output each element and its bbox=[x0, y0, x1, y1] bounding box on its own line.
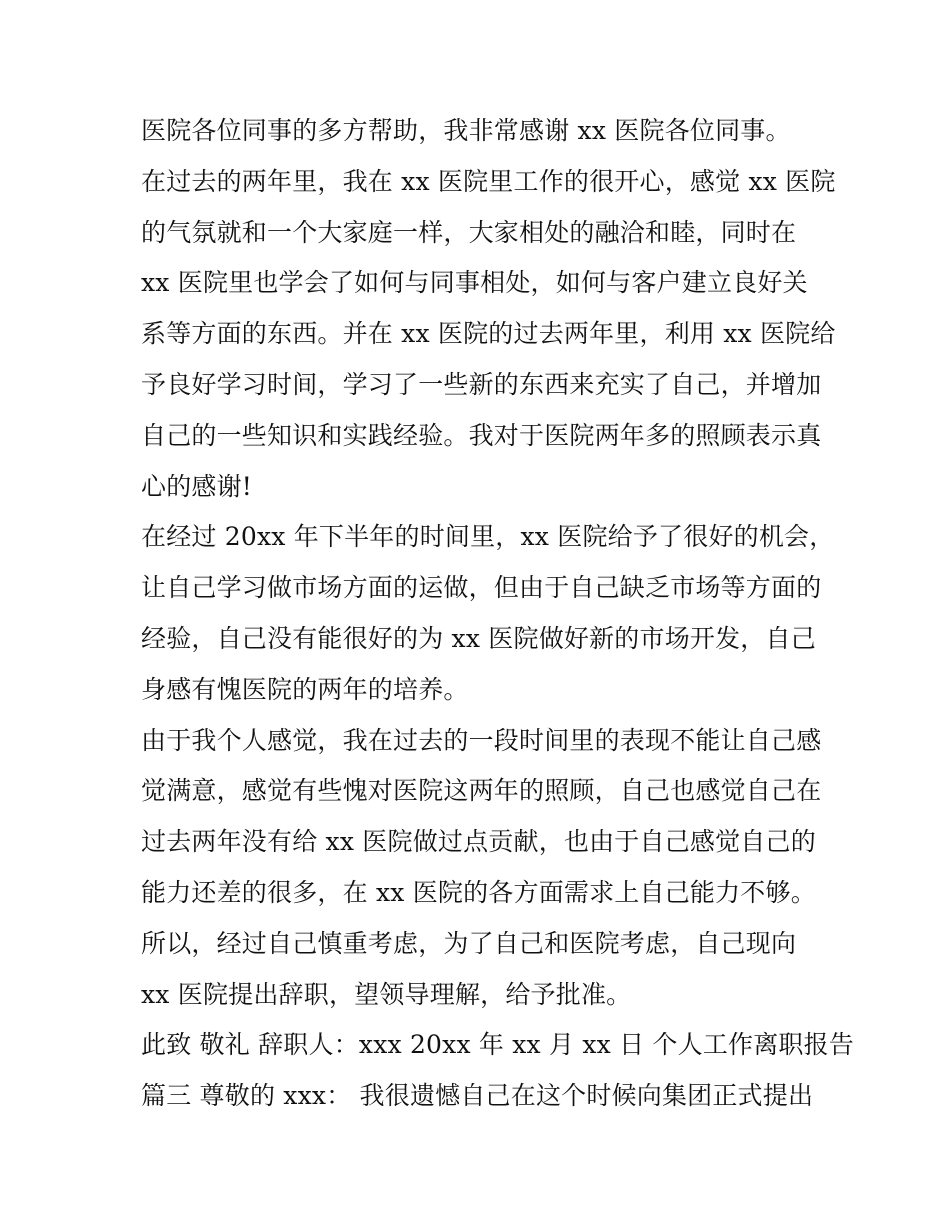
text-line: xx 医院提出辞职，望领导理解，给予批准。 bbox=[141, 979, 632, 1009]
text-line: 心的感谢! bbox=[141, 471, 253, 501]
text-line: 能力还差的很多，在 xx 医院的各方面需求上自己能力不够。 bbox=[141, 877, 816, 907]
text-line: 身感有愧医院的两年的培养。 bbox=[141, 674, 469, 704]
text-line: 的气氛就和一个大家庭一样，大家相处的融洽和睦，同时在 bbox=[141, 217, 797, 247]
text-line: 让自己学习做市场方面的运做，但由于自己缺乏市场等方面的 bbox=[141, 573, 822, 603]
text-line: 自己的一些知识和实践经验。我对于医院两年多的照顾表示真 bbox=[141, 420, 822, 450]
text-line: 在经过 20xx 年下半年的时间里，xx 医院给予了很好的机会， bbox=[141, 522, 835, 552]
text-line: 篇三 尊敬的 xxx： 我很遗憾自己在这个时候向集团正式提出 bbox=[141, 1081, 814, 1111]
text-line: xx 医院里也学会了如何与同事相处，如何与客户建立良好关 bbox=[141, 268, 808, 298]
text-line: 予良好学习时间，学习了一些新的东西来充实了自己，并增加 bbox=[141, 369, 822, 399]
text-line: 在过去的两年里，我在 xx 医院里工作的很开心，感觉 xx 医院 bbox=[141, 166, 836, 196]
text-line: 觉满意，感觉有些愧对医院这两年的照顾，自己也感觉自己在 bbox=[141, 776, 822, 806]
text-line: 医院各位同事的多方帮助，我非常感谢 xx 医院各位同事。 bbox=[141, 116, 791, 145]
text-line: 系等方面的东西。并在 xx 医院的过去两年里，利用 xx 医院给 bbox=[141, 319, 836, 349]
text-line: 所以，经过自己慎重考虑，为了自己和医院考虑，自己现向 bbox=[141, 928, 797, 958]
document-body bbox=[141, 106, 855, 1122]
text-line: 过去两年没有给 xx 医院做过点贡献，也由于自己感觉自己的 bbox=[141, 827, 816, 857]
text-line: 由于我个人感觉，我在过去的一段时间里的表现不能让自己感 bbox=[141, 725, 822, 755]
text-line: 此致 敬礼 辞职人：xxx 20xx 年 xx 月 xx 日 个人工作离职报告 bbox=[141, 1030, 855, 1060]
text-line: 经验，自己没有能很好的为 xx 医院做好新的市场开发，自己 bbox=[141, 623, 816, 653]
